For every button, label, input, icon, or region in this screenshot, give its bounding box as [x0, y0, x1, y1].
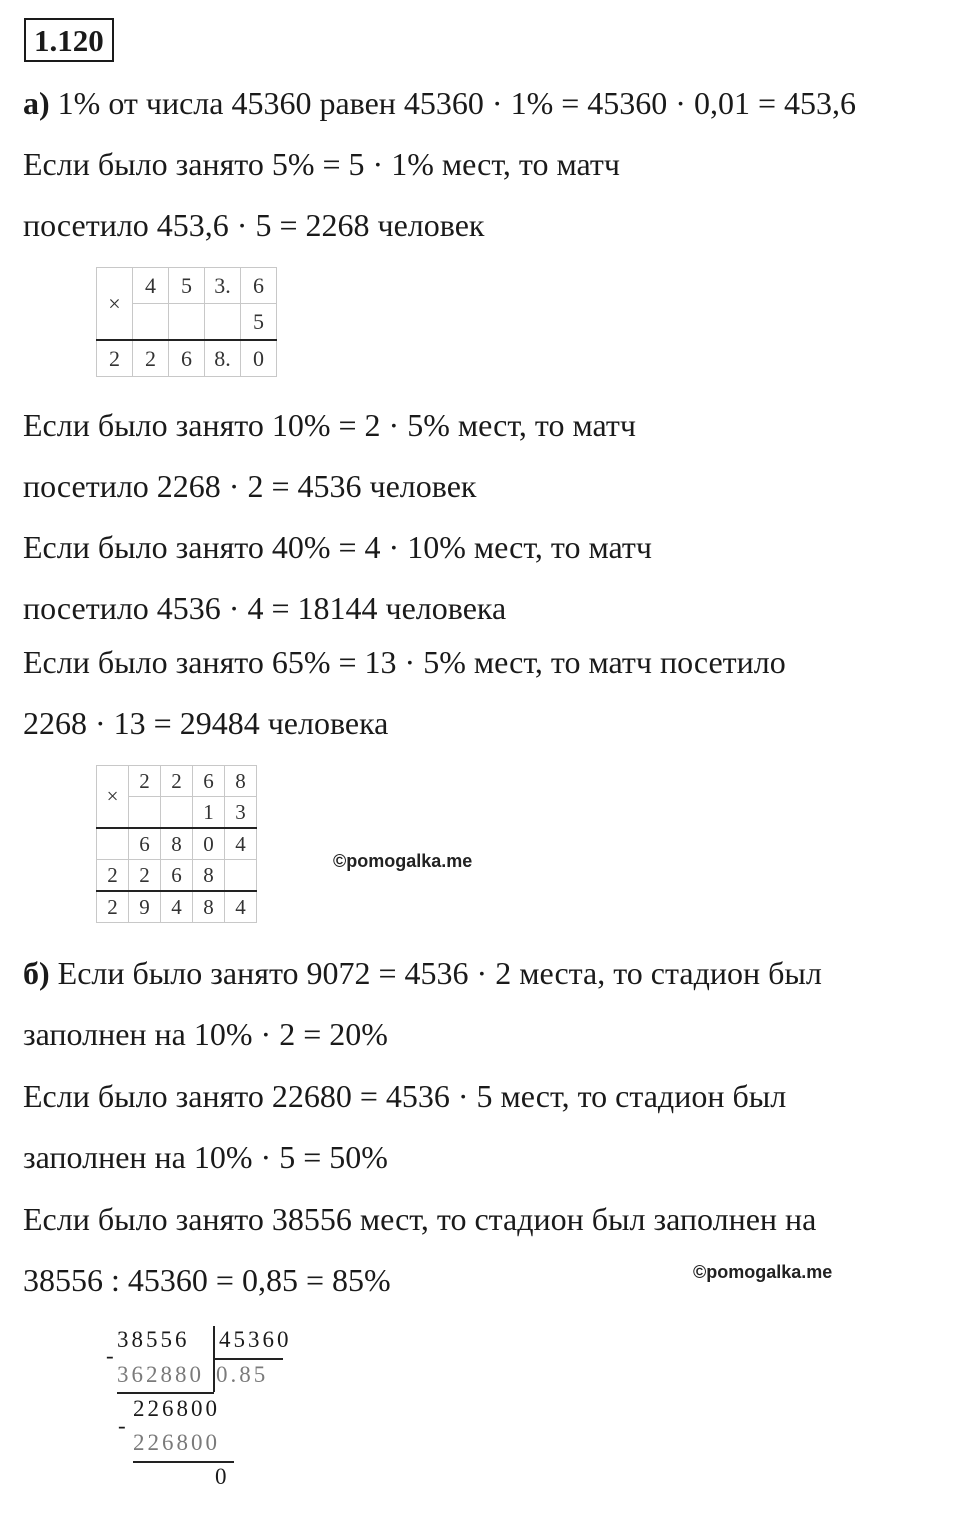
division-subtrahend-2: 226800 — [133, 1430, 220, 1455]
part-b-line-4: заполнен на 10% · 5 = 50% — [23, 1139, 388, 1175]
part-a-line-4: Если было занято 10% = 2 · 5% мест, то матч — [23, 407, 636, 443]
minus-sign: - — [106, 1343, 117, 1368]
part-b-line-6: 38556 : 45360 = 0,85 = 85% — [23, 1262, 391, 1298]
watermark: ©pomogalka.me — [333, 851, 473, 871]
calc2-partial-cell: 6 — [129, 828, 161, 860]
calc2-result-cell: 4 — [161, 891, 193, 923]
multiplication-calc-2 — [96, 765, 257, 923]
part-a-line-7: посетило 4536 · 4 = 18144 человека — [23, 590, 507, 626]
calc2-result-cell: 4 — [225, 891, 257, 923]
multiplication-calc-1 — [96, 267, 277, 377]
minus-sign: - — [118, 1413, 129, 1438]
calc2-cell: 1 — [193, 797, 225, 829]
part-a-line-2: Если было занято 5% = 5 · 1% мест, то матч — [23, 146, 620, 182]
calc1-cell: 4 — [133, 268, 169, 304]
part-a-line-5: посетило 2268 · 2 = 4536 человек — [23, 468, 477, 504]
calc2-partial-cell: 8 — [193, 860, 225, 892]
part-b-line-1 — [23, 953, 822, 993]
calc2-partial-cell — [225, 860, 257, 892]
calc2-partial-cell: 0 — [193, 828, 225, 860]
division-quotient: 0.85 — [216, 1362, 269, 1387]
division-subtrahend-1: 362880 — [117, 1362, 204, 1387]
division-divisor: 45360 — [219, 1327, 292, 1352]
calc1-cell: 6 — [241, 268, 277, 304]
calc1-cell: 3. — [205, 268, 241, 304]
part-b-line-1-text: Если было занято 9072 = 4536 · 2 места, то стадион был — [49, 955, 822, 991]
calc2-partial-cell: 2 — [97, 860, 129, 892]
calc1-result-cell: 2 — [97, 340, 133, 377]
part-a-line-1 — [23, 83, 856, 123]
calc2-result-cell: 8 — [193, 891, 225, 923]
calc1-cell: 5 — [241, 304, 277, 341]
division-line-1 — [117, 1392, 214, 1394]
part-b-line-2: заполнен на 10% · 2 = 20% — [23, 1016, 388, 1052]
division-divisor-underline — [215, 1358, 283, 1360]
calc2-partial-cell: 2 — [129, 860, 161, 892]
division-dividend: 38556 — [117, 1327, 190, 1352]
part-a-label: а) — [23, 85, 50, 121]
calc2-result-cell: 2 — [97, 891, 129, 923]
calc2-partial-cell: 6 — [161, 860, 193, 892]
part-b-line-5: Если было занято 38556 мест, то стадион был заполнен на — [23, 1201, 817, 1237]
calc1-result-cell: 6 — [169, 340, 205, 377]
calc1-cell — [169, 304, 205, 341]
calc2-partial-cell: 8 — [161, 828, 193, 860]
calc2-cell: 3 — [225, 797, 257, 829]
part-a-line-8: Если было занято 65% = 13 · 5% мест, то матч посетило — [23, 644, 786, 680]
multiply-sign: × — [97, 766, 129, 829]
part-b-line-3: Если было занято 22680 = 4536 · 5 мест, то стадион был — [23, 1078, 787, 1114]
calc2-cell: 8 — [225, 766, 257, 797]
calc2-partial-cell — [97, 828, 129, 860]
calc1-cell: 5 — [169, 268, 205, 304]
division-line-2 — [133, 1461, 234, 1463]
part-a-line-3: посетило 453,6 · 5 = 2268 человек — [23, 207, 485, 243]
watermark: ©pomogalka.me — [693, 1262, 833, 1282]
calc1-cell — [205, 304, 241, 341]
multiply-sign: × — [97, 268, 133, 341]
calc2-result-cell: 9 — [129, 891, 161, 923]
calc1-result-cell: 0 — [241, 340, 277, 377]
calc2-cell — [161, 797, 193, 829]
division-remainder-1: 226800 — [133, 1396, 220, 1421]
calc2-cell: 6 — [193, 766, 225, 797]
calc1-cell — [133, 304, 169, 341]
division-final-remainder: 0 — [215, 1464, 230, 1489]
problem-number: 1.120 — [24, 18, 114, 62]
part-a-line-1-text: 1% от числа 45360 равен 45360 · 1% = 45360 · 0,01 = 453,6 — [49, 85, 856, 121]
part-b-label: б) — [23, 955, 50, 991]
calc2-cell: 2 — [161, 766, 193, 797]
calc2-partial-cell: 4 — [225, 828, 257, 860]
part-a-line-6: Если было занято 40% = 4 · 10% мест, то матч — [23, 529, 652, 565]
part-a-line-9: 2268 · 13 = 29484 человека — [23, 705, 389, 741]
calc2-cell — [129, 797, 161, 829]
calc2-cell: 2 — [129, 766, 161, 797]
calc1-result-cell: 8. — [205, 340, 241, 377]
calc1-result-cell: 2 — [133, 340, 169, 377]
